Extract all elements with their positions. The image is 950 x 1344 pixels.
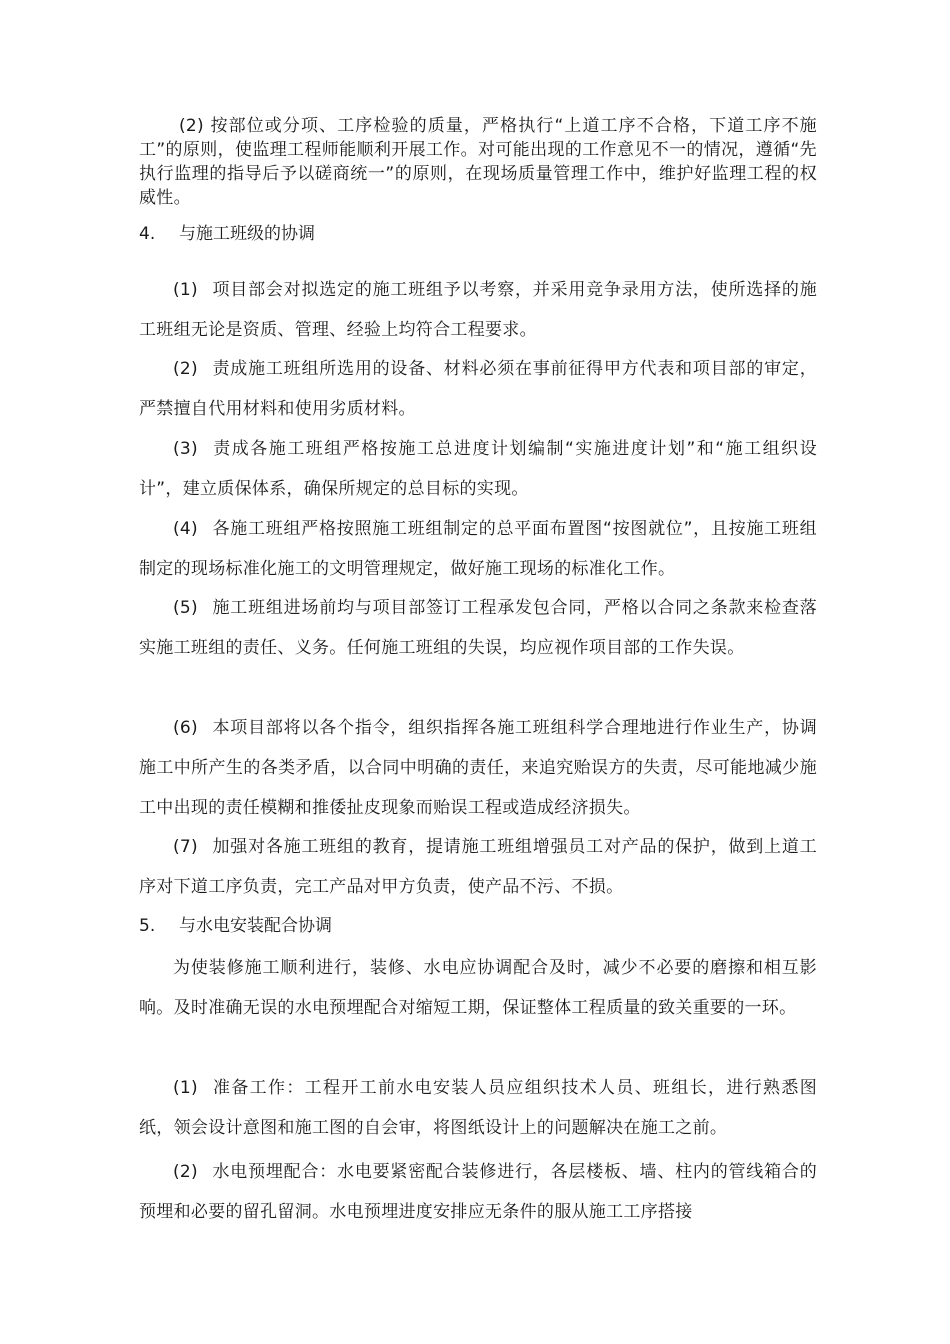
section-title: 与施工班级的协调 bbox=[179, 224, 315, 244]
list-item bbox=[139, 270, 817, 350]
list-item bbox=[139, 827, 817, 907]
item-number: (7) bbox=[173, 837, 198, 857]
list-item bbox=[139, 708, 817, 828]
list-item bbox=[139, 588, 817, 668]
item-text: 项目部会对拟选定的施工班组予以考察，并采用竞争录用方法，使所选择的施工班组无论是资质、管理、经验上均符合工程要求。 bbox=[139, 280, 817, 340]
intro-paragraph bbox=[139, 114, 817, 210]
item-number: (2) bbox=[173, 1162, 198, 1182]
list-item bbox=[139, 349, 817, 429]
item-text: 本项目部将以各个指令，组织指挥各施工班组科学合理地进行作业生产，协调施工中所产生的各类矛盾，以合同中明确的责任，来追究贻误方的失责，尽可能地减少施工中出现的责任模糊和推倭扯皮现象而贻误工程或造成经济损失。 bbox=[139, 718, 817, 818]
item-text: 加强对各施工班组的教育，提请施工班组增强员工对产品的保护，做到上道工序对下道工序负责，完工产品对甲方负责，使产品不污、不损。 bbox=[139, 837, 817, 897]
item-number: (6) bbox=[173, 718, 198, 738]
item-number: (1) bbox=[173, 1078, 198, 1098]
item-text: 施工班组进场前均与项目部签订工程承发包合同，严格以合同之条款来检查落实施工班组的责任、义务。任何施工班组的失误，均应视作项目部的工作失误。 bbox=[139, 598, 817, 658]
section-heading-5 bbox=[139, 914, 332, 938]
list-item bbox=[139, 1068, 817, 1148]
section-number: 5. bbox=[139, 916, 156, 936]
section-heading-4 bbox=[139, 222, 315, 246]
section-paragraph bbox=[139, 948, 817, 1028]
list-item bbox=[139, 509, 817, 589]
item-number: (5) bbox=[173, 598, 198, 618]
section-title: 与水电安装配合协调 bbox=[179, 916, 332, 936]
item-text: 责成各施工班组严格按施工总进度计划编制“实施进度计划”和“施工组织设计”，建立质保体系，确保所规定的总目标的实现。 bbox=[139, 439, 817, 499]
list-item bbox=[139, 429, 817, 509]
item-text: 水电预埋配合：水电要紧密配合装修进行，各层楼板、墙、柱内的管线箱合的预埋和必要的留孔留洞。水电预埋进度安排应无条件的服从施工工序搭接 bbox=[139, 1162, 817, 1222]
item-text: 准备工作：工程开工前水电安装人员应组织技术人员、班组长，进行熟悉图纸，领会设计意图和施工图的自会审，将图纸设计上的问题解决在施工之前。 bbox=[139, 1078, 817, 1138]
intro-text: (2) 按部位或分项、工序检验的质量，严格执行“上道工序不合格，下道工序不施工”的原则，使监理工程师能顺利开展工作。对可能出现的工作意见不一的情况，遵循“先执行监理的指导后予以磋商统一”的原则，在现场质量管理工作中，维护好监理工程的权威性。 bbox=[139, 116, 817, 208]
paragraph-text: 为使装修施工顺利进行，装修、水电应协调配合及时，减少不必要的磨擦和相互影响。及时准确无误的水电预埋配合对缩短工期，保证整体工程质量的致关重要的一环。 bbox=[139, 958, 817, 1018]
item-number: (1) bbox=[173, 280, 198, 300]
item-text: 各施工班组严格按照施工班组制定的总平面布置图“按图就位”，且按施工班组制定的现场标准化施工的文明管理规定，做好施工现场的标准化工作。 bbox=[139, 519, 817, 579]
item-number: (3) bbox=[173, 439, 198, 459]
list-item bbox=[139, 1152, 817, 1232]
section-number: 4. bbox=[139, 224, 156, 244]
item-number: (4) bbox=[173, 519, 198, 539]
item-number: (2) bbox=[173, 359, 198, 379]
item-text: 责成施工班组所选用的设备、材料必须在事前征得甲方代表和项目部的审定，严禁擅自代用材料和使用劣质材料。 bbox=[139, 359, 817, 419]
